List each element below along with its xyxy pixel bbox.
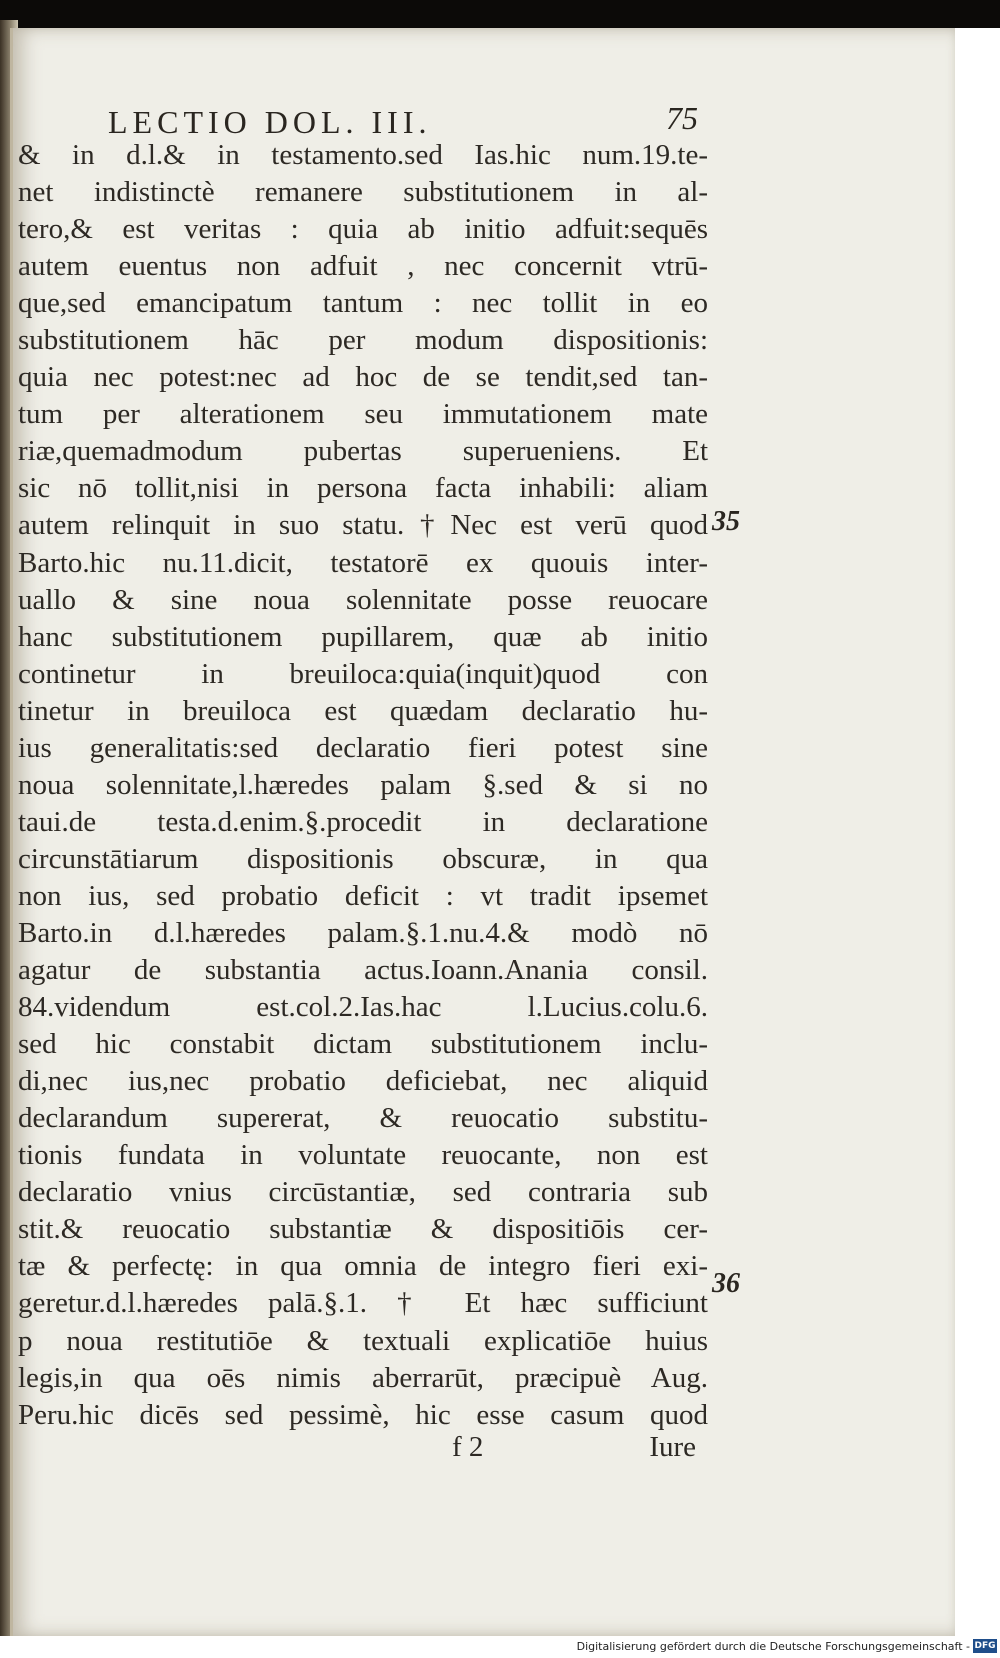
marginal-number: 35 <box>712 506 740 537</box>
text-line: noua solennitate,l.hæredes palam §.sed & si no <box>18 768 708 801</box>
text-line: taui.de testa.d.enim.§.procedit in declaratione <box>18 805 708 838</box>
text-line: non ius, sed probatio deficit : vt tradit ipsemet <box>18 879 708 912</box>
text-line: quia nec potest:nec ad hoc de se tendit,sed tan- <box>18 361 708 394</box>
text-line: tum per alterationem seu immutationem mate <box>18 398 708 431</box>
text-line: tinetur in breuiloca est quædam declaratio hu- <box>18 694 708 727</box>
text-line: sic nō tollit,nisi in persona facta inhabili: aliam <box>18 472 708 505</box>
text-line: autem relinquit in suo statu.†Nec est verū quod <box>18 509 708 542</box>
text-line: stit.& reuocatio substantiæ & dispositiōis cer- <box>18 1213 708 1246</box>
text-line: & in d.l.& in testamento.sed Ias.hic num.19.te- <box>18 139 708 171</box>
text-line: uallo & sine noua solennitate posse reuocare <box>18 583 708 616</box>
text-line: circunstātiarum dispositionis obscuræ, in qua <box>18 842 708 875</box>
text-line: tæ & perfectę: in qua omnia de integro fieri exi- <box>18 1250 708 1283</box>
text-line: net indistinctè remanere substitutionem in al- <box>18 176 708 209</box>
text-line: autem euentus non adfuit , nec concernit vtrū- <box>18 250 708 283</box>
text-line: di,nec ius,nec probatio deficiebat, nec aliquid <box>18 1065 708 1098</box>
text-line: sed hic constabit dictam substitutionem inclu- <box>18 1028 708 1061</box>
text-line: riæ,quemadmodum pubertas superueniens. Et <box>18 435 708 468</box>
body-text <box>18 137 708 1434</box>
text-line: geretur.d.l.hæredes palā.§.1. † Et hæc sufficiunt <box>18 1287 708 1320</box>
text-line: continetur in breuiloca:quia(inquit)quod con <box>18 657 708 690</box>
text-line: Barto.hic nu.11.dicit, testatorē ex quouis inter- <box>18 546 708 579</box>
page-number: 75 <box>666 100 698 136</box>
text-line: que,sed emancipatum tantum : nec tollit in eo <box>18 287 708 320</box>
text-line: ius generalitatis:sed declaratio fieri potest sine <box>18 731 708 764</box>
scan-right-margin <box>955 28 1000 1638</box>
text-line: p noua restitutiōe & textuali explicatiōe huius <box>18 1324 708 1357</box>
text-line: Peru.hic dicēs sed pessimè, hic esse casum quod <box>18 1398 708 1431</box>
text-line: legis,in qua oēs nimis aberrarūt, præcipuè Aug. <box>18 1361 708 1394</box>
text-line: agatur de substantia actus.Ioann.Anania consil. <box>18 954 708 987</box>
catchword: Iure <box>649 1431 696 1463</box>
digitization-credit: Digitalisierung gefördert durch die Deutsche Forschungsgemeinschaft - <box>576 1640 970 1653</box>
dfg-logo: DFG <box>974 1641 996 1651</box>
marginal-number: 36 <box>712 1268 740 1299</box>
text-line: tero,& est veritas : quia ab initio adfuit:sequēs <box>18 213 708 246</box>
signature-mark: f 2 <box>452 1431 484 1463</box>
text-line: tionis fundata in voluntate reuocante, non est <box>18 1139 708 1172</box>
text-line: hanc substitutionem pupillarem, quæ ab initio <box>18 620 708 653</box>
page-footer-line <box>436 1431 696 1471</box>
text-line: declaratio vnius circūstantiæ, sed contraria sub <box>18 1176 708 1209</box>
running-head: LECTIO DOL. III. <box>108 104 432 140</box>
scan-top-border <box>0 0 1000 30</box>
text-line: substitutionem hāc per modum dispositionis: <box>18 324 708 357</box>
text-line: Barto.in d.l.hæredes palam.§.1.nu.4.& modò nō <box>18 916 708 949</box>
text-line: declarandum supererat, & reuocatio substitu- <box>18 1102 708 1135</box>
text-line: 84.videndum est.col.2.Ias.hac l.Lucius.colu.6. <box>18 991 708 1024</box>
